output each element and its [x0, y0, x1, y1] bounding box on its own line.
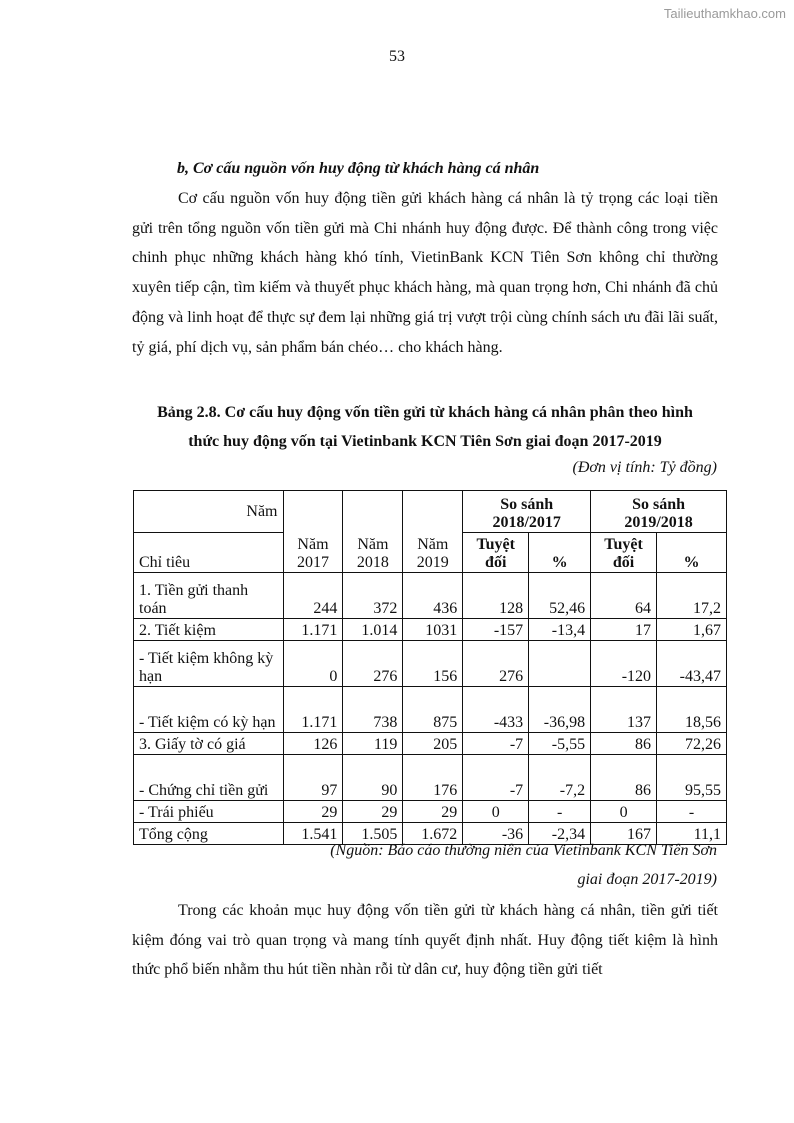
table-cell: 29	[343, 801, 403, 823]
table-cell: 86	[591, 755, 657, 801]
section-heading: b, Cơ cấu nguồn vốn huy động từ khách hàng cá nhân	[177, 160, 540, 177]
page-number: 53	[389, 48, 405, 65]
table-cell: -36	[463, 823, 529, 845]
table-cell: 18,56	[657, 687, 727, 733]
table-cell: 17	[591, 619, 657, 641]
table-cell: 52,46	[529, 573, 591, 619]
table-cell: 17,2	[657, 573, 727, 619]
table-cell: -2,34	[529, 823, 591, 845]
table-cell: 1,67	[657, 619, 727, 641]
table-caption-line1: Bảng 2.8. Cơ cấu huy động vốn tiền gửi từ khách hàng cá nhân phân theo hình	[157, 404, 693, 421]
source-note-line1: (Nguồn: Báo cáo thường niên của Vietinbank KCN Tiên Sơn	[330, 842, 717, 859]
year-header-2018: Năm 2018	[343, 491, 403, 573]
table-cell: -43,47	[657, 641, 727, 687]
watermark: Tailieuthamkhao.com	[663, 6, 786, 21]
table-cell: 276	[463, 641, 529, 687]
table-cell: 86	[591, 733, 657, 755]
paragraph-analysis-text: Trong các khoản mục huy động vốn tiền gửi từ khách hàng cá nhân, tiền gửi tiết kiệm đóng vai trò quan trọng và mang tính quyết định nhất. Huy động tiết kiệm là hình thức phổ biến nhằm thu hút tiền nhàn rỗi từ dân cư, huy động tiền gửi tiết	[132, 902, 718, 979]
table-row	[134, 733, 727, 755]
table-cell: -433	[463, 687, 529, 733]
table-cell: -13,4	[529, 619, 591, 641]
table-cell: -7,2	[529, 755, 591, 801]
row-label: - Tiết kiệm không kỳ hạn	[134, 641, 284, 687]
corner-header-indicator: Chỉ tiêu	[134, 533, 284, 573]
table-cell: 1031	[403, 619, 463, 641]
table-row	[134, 573, 727, 619]
table-cell: 875	[403, 687, 463, 733]
table-cell: 156	[403, 641, 463, 687]
table-cell: -7	[463, 755, 529, 801]
year-header-2019: Năm 2019	[403, 491, 463, 573]
table-cell: 29	[283, 801, 343, 823]
subheader-percent-2: %	[657, 533, 727, 573]
table-cell: 29	[403, 801, 463, 823]
table-cell: 95,55	[657, 755, 727, 801]
table-cell: 1.505	[343, 823, 403, 845]
table-cell: -	[529, 801, 591, 823]
row-label: Tổng cộng	[134, 823, 284, 845]
table-cell: 0	[283, 641, 343, 687]
table-cell: 276	[343, 641, 403, 687]
table-cell: 1.541	[283, 823, 343, 845]
table-row	[134, 687, 727, 733]
row-label: - Trái phiếu	[134, 801, 284, 823]
subheader-absolute-2: Tuyệt đối	[591, 533, 657, 573]
row-label: - Tiết kiệm có kỳ hạn	[134, 687, 284, 733]
row-label: 1. Tiền gửi thanh toán	[134, 573, 284, 619]
row-label: 3. Giấy tờ có giá	[134, 733, 284, 755]
paragraph-intro	[132, 184, 718, 362]
unit-note: (Đơn vị tính: Tỷ đồng)	[572, 459, 717, 476]
table-cell: 137	[591, 687, 657, 733]
table-cell: 119	[343, 733, 403, 755]
year-header-2017: Năm 2017	[283, 491, 343, 573]
table-cell: 97	[283, 755, 343, 801]
table-cell: 90	[343, 755, 403, 801]
table-cell: -157	[463, 619, 529, 641]
table-cell: 72,26	[657, 733, 727, 755]
table-row	[134, 801, 727, 823]
table-row	[134, 619, 727, 641]
table-cell: 64	[591, 573, 657, 619]
table-cell: 1.014	[343, 619, 403, 641]
table-cell: 372	[343, 573, 403, 619]
table-cell: 244	[283, 573, 343, 619]
table-cell: -5,55	[529, 733, 591, 755]
table-cell: 1.672	[403, 823, 463, 845]
table-cell: 1.171	[283, 687, 343, 733]
source-note	[257, 836, 717, 894]
table-caption-line2: thức huy động vốn tại Vietinbank KCN Tiên Sơn giai đoạn 2017-2019	[188, 433, 662, 450]
table-cell: 436	[403, 573, 463, 619]
table-cell: -	[657, 801, 727, 823]
table-cell: 738	[343, 687, 403, 733]
table-cell: 167	[591, 823, 657, 845]
table-row	[134, 641, 727, 687]
table-cell: 1.171	[283, 619, 343, 641]
table-cell: 0	[463, 801, 529, 823]
table-cell: 126	[283, 733, 343, 755]
table-cell: -120	[591, 641, 657, 687]
table-cell: 128	[463, 573, 529, 619]
table-cell: 0	[591, 801, 657, 823]
paragraph-analysis	[132, 896, 718, 985]
subheader-absolute-1: Tuyệt đối	[463, 533, 529, 573]
row-label: 2. Tiết kiệm	[134, 619, 284, 641]
table-cell: -7	[463, 733, 529, 755]
table-body	[134, 573, 727, 845]
paragraph-intro-text: Cơ cấu nguồn vốn huy động tiền gửi khách hàng cá nhân là tỷ trọng các loại tiền gửi trên tổng nguồn vốn tiền gửi mà Chi nhánh huy động được. Để thành công trong việc chinh phục những khách hàng khó tính, VietinBank KCN Tiên Sơn không chỉ thường xuyên tiếp cận, tìm kiếm và thuyết phục khách hàng, mà quan trọng hơn, Chi nhánh đã chủ động và linh hoạt để thực sự đem lại những giá trị vượt trội cùng chính sách ưu đãi lãi suất, tỷ giá, phí dịch vụ, sản phẩm bán chéo… cho khách hàng.	[132, 190, 718, 356]
subheader-percent-1: %	[529, 533, 591, 573]
table-row	[134, 755, 727, 801]
table-cell	[529, 641, 591, 687]
source-note-line2: giai đoạn 2017-2019)	[577, 871, 717, 888]
table-caption	[132, 398, 718, 456]
table-cell: 205	[403, 733, 463, 755]
table-cell: 176	[403, 755, 463, 801]
data-table	[133, 490, 727, 845]
compare-header-2018-2017: So sánh 2018/2017	[463, 491, 591, 533]
compare-header-2019-2018: So sánh 2019/2018	[591, 491, 727, 533]
corner-header-year: Năm	[134, 491, 284, 533]
table-cell: 11,1	[657, 823, 727, 845]
table-cell: -36,98	[529, 687, 591, 733]
row-label: - Chứng chỉ tiền gửi	[134, 755, 284, 801]
